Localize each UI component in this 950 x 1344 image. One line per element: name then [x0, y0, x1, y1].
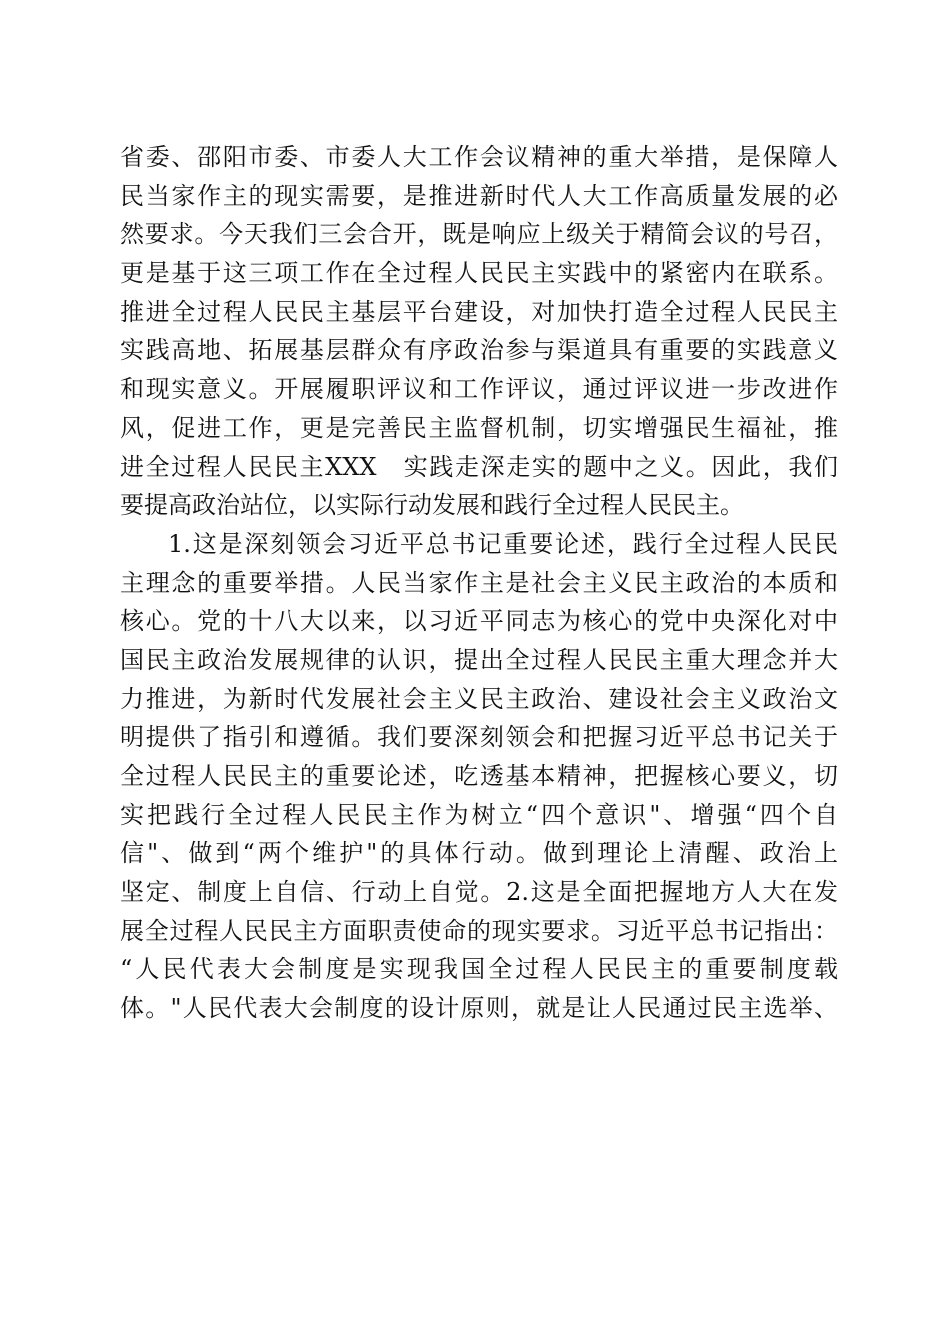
text-line: 力推进，为新时代发展社会主义民主政治、建设社会主义政治文	[120, 684, 838, 713]
paragraph-first-line: 1.这是深刻领会习近平总书记重要论述，践行全过程人民民	[168, 529, 838, 558]
text-line: 和现实意义。开展履职评议和工作评议，通过评议进一步改进作	[120, 375, 838, 404]
text-line: 实把践行全过程人民民主作为树立“四个意识"、增强“四个自	[120, 800, 838, 829]
text-line: 推进全过程人民民主基层平台建设，对加快打造全过程人民民主	[120, 297, 838, 326]
text-line: 国民主政治发展规律的认识，提出全过程人民民主重大理念并大	[120, 645, 838, 674]
text-line: 主理念的重要举措。人民当家作主是社会主义民主政治的本质和	[120, 568, 838, 597]
text-line: 实践高地、拓展基层群众有序政治参与渠道具有重要的实践意义	[120, 336, 838, 365]
body-text	[120, 138, 838, 1028]
text-line: 明提供了指引和遵循。我们要深刻领会和把握习近平总书记关于	[120, 723, 838, 752]
text-line: 进全过程人民民主XXX 实践走深走实的题中之义。因此，我们	[120, 452, 838, 481]
text-line: 信"、做到“两个维护"的具体行动。做到理论上清醒、政治上	[120, 839, 838, 868]
text-line: 坚定、制度上自信、行动上自觉。2.这是全面把握地方人大在发	[120, 878, 838, 907]
text-line: “人民代表大会制度是实现我国全过程人民民主的重要制度载	[120, 955, 838, 984]
text-line: 更是基于这三项工作在全过程人民民主实践中的紧密内在联系。	[120, 259, 838, 288]
text-line: 全过程人民民主的重要论述，吃透基本精神，把握核心要义，切	[120, 762, 838, 790]
text-line: 风，促进工作，更是完善民主监督机制，切实增强民生福祉，推	[120, 413, 838, 442]
text-line: 然要求。今天我们三会合开，既是响应上级关于精简会议的号召，	[120, 220, 838, 249]
text-line: 体。"人民代表大会制度的设计原则，就是让人民通过民主选举、	[120, 994, 838, 1023]
text-line: 展全过程人民民主方面职责使命的现实要求。习近平总书记指出：	[120, 916, 838, 945]
text-line: 民当家作主的现实需要，是推进新时代人大工作高质量发展的必	[120, 181, 838, 210]
text-line: 省委、邵阳市委、市委人大工作会议精神的重大举措，是保障人	[120, 143, 838, 171]
text-line: 核心。党的十八大以来，以习近平同志为核心的党中央深化对中	[120, 607, 838, 636]
text-line: 要提高政治站位，以实际行动发展和践行全过程人民民主。	[120, 491, 744, 520]
